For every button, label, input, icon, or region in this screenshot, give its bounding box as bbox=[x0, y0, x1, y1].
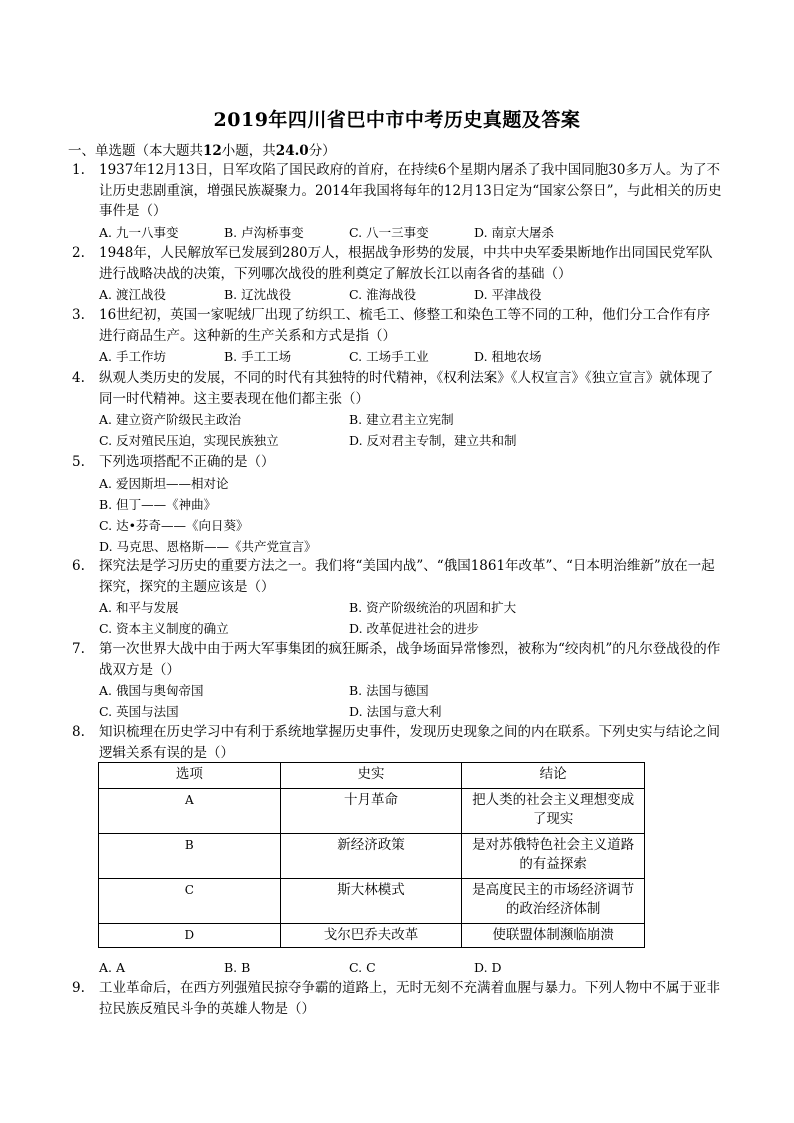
table-header: 结论 bbox=[462, 763, 645, 789]
option-list bbox=[99, 222, 722, 243]
option-list bbox=[99, 957, 722, 978]
option-c[interactable]: C. 淮海战役 bbox=[349, 287, 417, 302]
question-number: 9. bbox=[72, 980, 85, 996]
option-d[interactable]: D. 马克思、恩格斯——《共产党宣言》 bbox=[99, 538, 317, 554]
option-b[interactable]: B. 法国与德国 bbox=[349, 683, 429, 698]
question-number: 4. bbox=[72, 370, 85, 386]
option-a[interactable]: A. 和平与发展 bbox=[99, 600, 179, 615]
option-list bbox=[99, 680, 722, 722]
option-b[interactable]: B. 卢沟桥事变 bbox=[224, 224, 304, 240]
section-prefix: 一、单选题（本大题共 bbox=[68, 143, 203, 159]
option-d[interactable]: D. 平津战役 bbox=[474, 287, 542, 302]
option-d[interactable]: D. 租地农场 bbox=[474, 349, 542, 364]
question-9 bbox=[72, 978, 722, 1019]
page-title: 2019年四川省巴中市中考历史真题及答案 bbox=[213, 109, 581, 131]
option-list bbox=[99, 409, 722, 451]
option-a[interactable]: A. 手工作坊 bbox=[99, 349, 166, 364]
table-row bbox=[99, 924, 645, 948]
question-number: 3. bbox=[72, 307, 85, 323]
option-b[interactable]: B. B bbox=[224, 960, 251, 975]
option-c[interactable]: C. 八一三事变 bbox=[349, 224, 429, 240]
question-number: 1. bbox=[72, 162, 85, 178]
table-cell-fact: 戈尔巴乔夫改革 bbox=[280, 924, 462, 948]
table-cell-fact: 新经济政策 bbox=[280, 834, 462, 879]
question-stem: 知识梳理在历史学习中有利于系统地掌握历史事件，发现历史现象之间的内在联系。下列史实与结论之间逻辑关系有误的是（） bbox=[99, 724, 720, 761]
option-b[interactable]: B. 资产阶级统治的巩固和扩大 bbox=[349, 600, 517, 615]
option-c[interactable]: C. 达•芬奇——《向日葵》 bbox=[99, 517, 249, 533]
option-c[interactable]: C. 工场手工业 bbox=[349, 349, 429, 364]
question-stem: 1948年，人民解放军已发展到280万人，根据战争形势的发展，中共中央军委果断地作出同国民党军队进行战略决战的决策，下列哪次战役的胜利奠定了解放长江以南各省的基础（） bbox=[99, 245, 713, 282]
option-c[interactable]: C. 资本主义制度的确立 bbox=[99, 621, 229, 636]
option-list bbox=[99, 473, 722, 557]
question-7 bbox=[72, 639, 722, 722]
table-cell-option: B bbox=[99, 834, 281, 879]
option-a[interactable]: A. 爱因斯坦——相对论 bbox=[99, 475, 229, 491]
option-list bbox=[99, 346, 722, 367]
option-d[interactable]: D. 法国与意大利 bbox=[349, 704, 442, 719]
table-row bbox=[99, 789, 645, 834]
option-b[interactable]: B. 但丁——《神曲》 bbox=[99, 496, 217, 512]
question-1 bbox=[72, 160, 722, 243]
table-cell-option: A bbox=[99, 789, 281, 834]
option-d[interactable]: D. D bbox=[474, 960, 502, 975]
table-row bbox=[99, 834, 645, 879]
question-4 bbox=[72, 368, 722, 451]
option-c[interactable]: C. C bbox=[349, 960, 376, 975]
table-header: 选项 bbox=[99, 763, 281, 789]
comparison-table bbox=[98, 762, 645, 948]
table-cell-option: D bbox=[99, 924, 281, 948]
option-a[interactable]: A. A bbox=[99, 960, 126, 975]
option-list bbox=[99, 597, 722, 639]
question-stem: 第一次世界大战中由于两大军事集团的疯狂厮杀，战争场面异常惨烈，被称为“绞肉机”的凡尔登战役的作战双方是（） bbox=[99, 641, 721, 678]
option-d[interactable]: D. 改革促进社会的进步 bbox=[349, 621, 480, 636]
section-suffix: 分） bbox=[308, 143, 336, 159]
section-mid: 小题，共 bbox=[221, 143, 276, 159]
question-number: 7. bbox=[72, 641, 85, 657]
question-number: 8. bbox=[72, 724, 85, 740]
question-number: 5. bbox=[72, 454, 85, 470]
option-a[interactable]: A. 建立资产阶级民主政治 bbox=[99, 412, 241, 427]
question-5 bbox=[72, 452, 722, 557]
question-2 bbox=[72, 243, 722, 305]
table-header-row bbox=[99, 763, 645, 789]
table-cell-conclusion: 是对苏俄特色社会主义道路的有益探索 bbox=[462, 834, 645, 879]
option-a[interactable]: A. 渡江战役 bbox=[99, 287, 166, 302]
option-b[interactable]: B. 建立君主立宪制 bbox=[349, 412, 454, 427]
option-c[interactable]: C. 英国与法国 bbox=[99, 704, 179, 719]
table-cell-fact: 斯大林模式 bbox=[280, 879, 462, 924]
question-stem: 探究法是学习历史的重要方法之一。我们将“美国内战”、“俄国1861年改革”、“日本明治维新”放在一起探究，探究的主题应该是（） bbox=[99, 558, 715, 595]
question-stem: 1937年12月13日，日军攻陷了国民政府的首府，在持续6个星期内屠杀了我中国同胞30多万人。为了不让历史悲剧重演，增强民族凝聚力。2014年我国将每年的12月13日定为“国家公祭日”，与此相关的历史事件是（） bbox=[99, 162, 722, 219]
question-8 bbox=[72, 722, 722, 763]
option-list bbox=[99, 284, 722, 305]
question-number: 2. bbox=[72, 245, 85, 261]
option-b[interactable]: B. 辽沈战役 bbox=[224, 287, 292, 302]
question-stem: 下列选项搭配不正确的是（） bbox=[99, 454, 275, 470]
section-header bbox=[68, 139, 336, 159]
question-8-options bbox=[72, 957, 722, 978]
question-number: 6. bbox=[72, 558, 85, 574]
table-header: 史实 bbox=[280, 763, 462, 789]
option-a[interactable]: A. 俄国与奥匈帝国 bbox=[99, 683, 204, 698]
option-d[interactable]: D. 南京大屠杀 bbox=[474, 224, 555, 240]
question-stem: 纵观人类历史的发展，不同的时代有其独特的时代精神，《权利法案》《人权宣言》《独立宣言》就体现了同一时代精神。这主要表现在他们都主张（） bbox=[99, 370, 714, 407]
section-count: 12 bbox=[203, 143, 222, 159]
section-score: 24.0 bbox=[275, 143, 309, 159]
table-cell-option: C bbox=[99, 879, 281, 924]
table-row bbox=[99, 879, 645, 924]
question-stem: 工业革命后，在西方列强殖民掠夺争霸的道路上，无时无刻不充满着血腥与暴力。下列人物中不属于亚非拉民族反殖民斗争的英雄人物是（） bbox=[99, 980, 720, 1017]
table-cell-conclusion: 把人类的社会主义理想变成了现实 bbox=[462, 789, 645, 834]
option-c[interactable]: C. 反对殖民压迫，实现民族独立 bbox=[99, 433, 279, 448]
option-b[interactable]: B. 手工工场 bbox=[224, 349, 292, 364]
table-cell-conclusion: 使联盟体制濒临崩溃 bbox=[462, 924, 645, 948]
question-6 bbox=[72, 556, 722, 639]
table-cell-fact: 十月革命 bbox=[280, 789, 462, 834]
question-3 bbox=[72, 305, 722, 367]
option-a[interactable]: A. 九一八事变 bbox=[99, 224, 179, 240]
question-stem: 16世纪初，英国一家呢绒厂出现了纺织工、梳毛工、修整工和染色工等不同的工种，他们分工合作有序进行商品生产。这种新的生产关系和方式是指（） bbox=[99, 307, 711, 344]
table-cell-conclusion: 是高度民主的市场经济调节的政治经济体制 bbox=[462, 879, 645, 924]
option-d[interactable]: D. 反对君主专制，建立共和制 bbox=[349, 433, 517, 448]
